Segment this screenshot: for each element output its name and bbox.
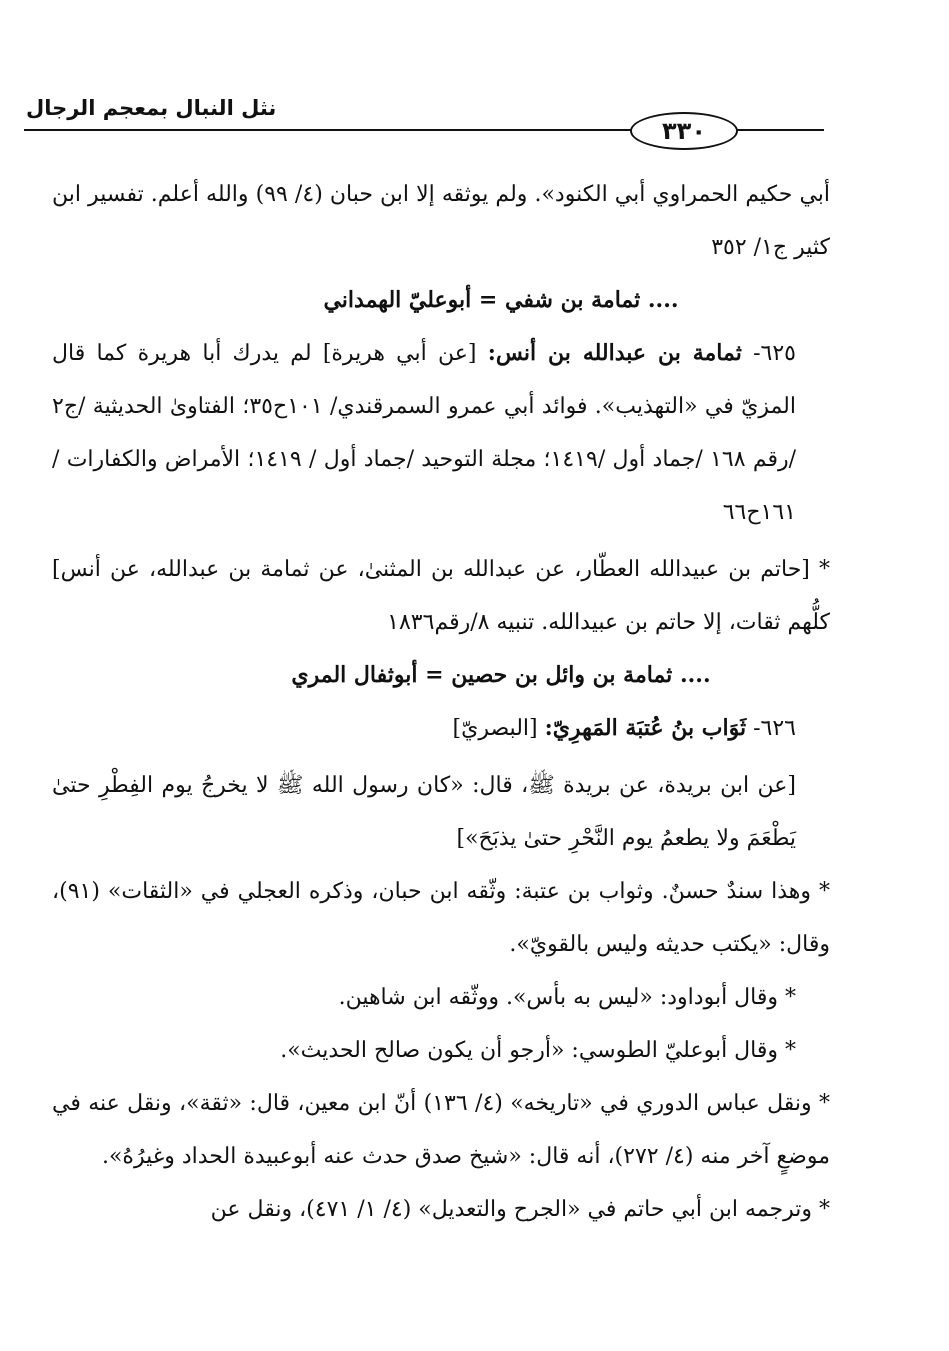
hadith-text: [عن ابن بريدة، عن بريدة ﷺ، قال: «كان رسول الله ﷺ لا يخرجُ يوم الفِطْرِ حتىٰ يَطْعَمَ ولا يطعمُ يوم النَّحْرِ حتىٰ يذبَحَ»] (52, 773, 796, 851)
entry-625-name: ثمامة بن عبدالله بن أنس: (487, 340, 742, 366)
note-3: * وقال أبوعليّ الطوسي: «أرجو أن يكون صالح الحديث». (280, 1038, 796, 1063)
running-header-title: نثل النبال بمعجم الرجال (26, 96, 277, 120)
entry-626-number: ٦٢٦- (746, 716, 796, 741)
note-2: * وقال أبوداود: «ليس به بأس». ووثّقه ابن شاهين. (338, 985, 796, 1010)
note-1: * وهذا سندٌ حسنٌ. وثواب بن عتبة: وثّقه ابن حبان، وذكره العجلي في «الثقات» (٩١)، وقال: «يكتب حديثه وليس بالقويّ». (52, 879, 830, 957)
entry-625-note: * [حاتم بن عبيدالله العطّار، عن عبدالله بن المثنىٰ، عن ثمامة بن عبدالله، عن أنس] كلُّهم ثقات، إلا حاتم بن عبيدالله. تنبيه ٨/رقم١٨٣٦ (52, 557, 830, 635)
entry-626 (52, 702, 830, 755)
entry-626-name: ثَوَاب بنُ عُتبَة المَهرِيّ: (544, 715, 747, 741)
cross-reference-thumama-shufay: .... ثمامة بن شفي = أبوعليّ الهمداني (323, 287, 679, 313)
entry-625-number: ٦٢٥- (741, 341, 796, 366)
entry-625-text: [عن أبي هريرة] لم يدرك أبا هريرة كما قال المزيّ في «التهذيب». فوائد أبي عمرو السمرقندي/ ١٠١ح٣٥؛ الفتاوىٰ الحديثية /ج٢ /رقم ١٦٨ /جماد أول /١٤١٩؛ مجلة التوحيد /جماد أول / ١٤١٩؛ الأمراض والكفارات /١٦١ح٦٦ (52, 341, 797, 525)
cross-reference-thumama-wail: .... ثمامة بن وائل بن حصين = أبوثفال المري (291, 662, 711, 688)
entry-625 (52, 327, 830, 539)
page-body (52, 168, 830, 1236)
note-4: * ونقل عباس الدوري في «تاريخه» (٤/ ١٣٦) أنّ ابن معين، قال: «ثقة»، ونقل عنه في موضعٍ آخر منه (٤/ ٢٧٢)، أنه قال: «شيخ صدق حدث عنه أبوعبيدة الحداد وغيرُهُ». (52, 1091, 831, 1169)
note-5: * وترجمه ابن أبي حاتم في «الجرح والتعديل» (٤/ ١/ ٤٧١)، ونقل عن (210, 1197, 830, 1222)
entry-626-text: [البصريّ] (452, 716, 545, 741)
page-number: ٣٣٠ (630, 112, 738, 150)
paragraph-continuation: أبي حكيم الحمراوي أبي الكنود». ولم يوثقه إلا ابن حبان (٤/ ٩٩) والله أعلم. تفسير ابن كثير ج١/ ٣٥٢ (52, 182, 831, 260)
